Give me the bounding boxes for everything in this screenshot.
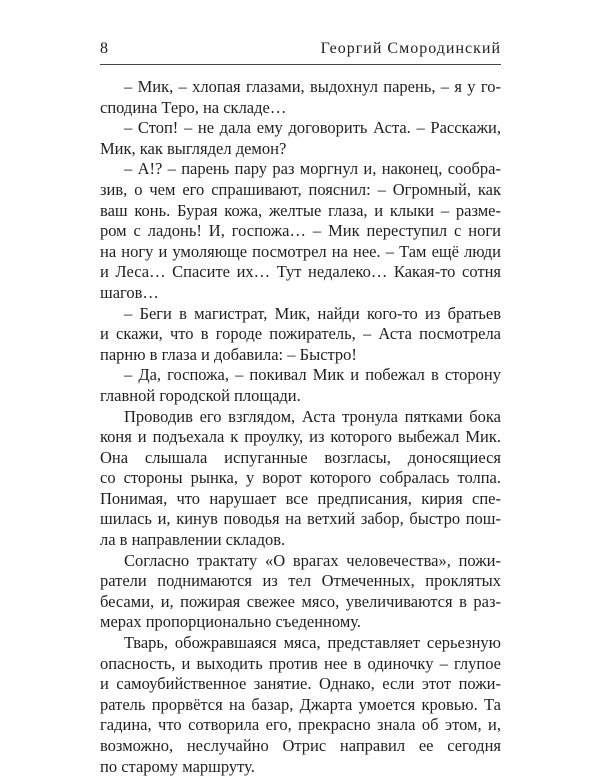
text-line: ваш конь. Бурая кожа, желтые глаза, и клыки – разме- [100,200,501,220]
text-line: Согласно трактату «О врагах человечества», пожи- [124,550,501,570]
text-line: возможно, неслучайно Отрис направил ее сегодня [100,736,501,755]
text-line: – Беги в магистрат, Мик, найди кого-то из братьев [124,303,501,323]
text-line: гадина, что сотворила его, прекрасно знала об этом, и, [100,715,501,735]
text-line: Тварь, обожравшаяся мяса, представляет серьезную [124,633,501,653]
text-line: Мик, как выглядел демон? [100,138,287,158]
text-line: бесами, и, пожирая свежее мясо, увеличиваются в раз- [100,591,501,611]
text-line: по старому маршруту. [100,756,255,776]
text-line: – Стоп! – не дала ему договорить Аста. – Расскажи, [124,118,501,138]
text-line: зив, о чем его спрашивают, пояснил: – Огромный, как [100,179,501,199]
body-text [100,77,501,777]
text-line: – Мик, – хлопая глазами, выдохнул парень, – я у го- [124,77,501,96]
text-line: парню в глаза и добавила: – Быстро! [100,344,357,364]
text-line: ратели поднимаются из тел Отмеченных, проклятых [100,571,501,591]
running-title: Георгий Смородинский [320,40,501,57]
text-line: на ногу и умоляюще посмотрел на нее. – Там ещё люди [100,241,501,261]
text-line: – А!? – парень пару раз моргнул и, наконец, сообра- [124,159,501,179]
text-line: Понимая, что нарушает все предписания, кирия спе- [100,488,501,508]
text-line: мерах пропорционально съеденному. [100,612,361,632]
text-line: опасность, и выходить против нее в одиночку – глупое [100,653,501,673]
text-line: сподина Теро, на складе… [100,97,287,117]
text-line: и Леса… Спасите их… Тут недалеко… Какая-то сотня [100,262,501,282]
header-rule [100,64,501,65]
page-number: 8 [100,40,109,57]
text-line: ратель прорвётся на базар, Джарта умоется кровью. Та [100,694,501,714]
text-line: главной городской площади. [100,385,301,405]
text-line: Проводив его взглядом, Аста тронула пятками бока [124,406,501,426]
page-header [100,40,501,64]
text-line: и самоубийственное занятие. Однако, если этот пожи- [100,674,501,694]
text-line: коня и подъехала к проулку, из которого выбежал Мик. [100,427,501,447]
text-line: и скажи, что в городе пожиратель, – Аста посмотрела [100,324,501,344]
text-line: Она слышала испуганные возгласы, доносящиеся [100,447,501,467]
text-line: ла в направлении складов. [100,530,286,550]
text-line: ром с ладонь! И, госпожа… – Мик переступил с ноги [100,221,501,241]
text-line: со стороны рынка, у ворот которого собралась толпа. [100,468,501,488]
text-line: шилась и, кинув поводья на ветхий забор, быстро пош- [100,509,501,529]
text-line: – Да, госпожа, – покивал Мик и побежал в сторону [124,365,501,385]
text-line: шагов… [100,282,159,302]
